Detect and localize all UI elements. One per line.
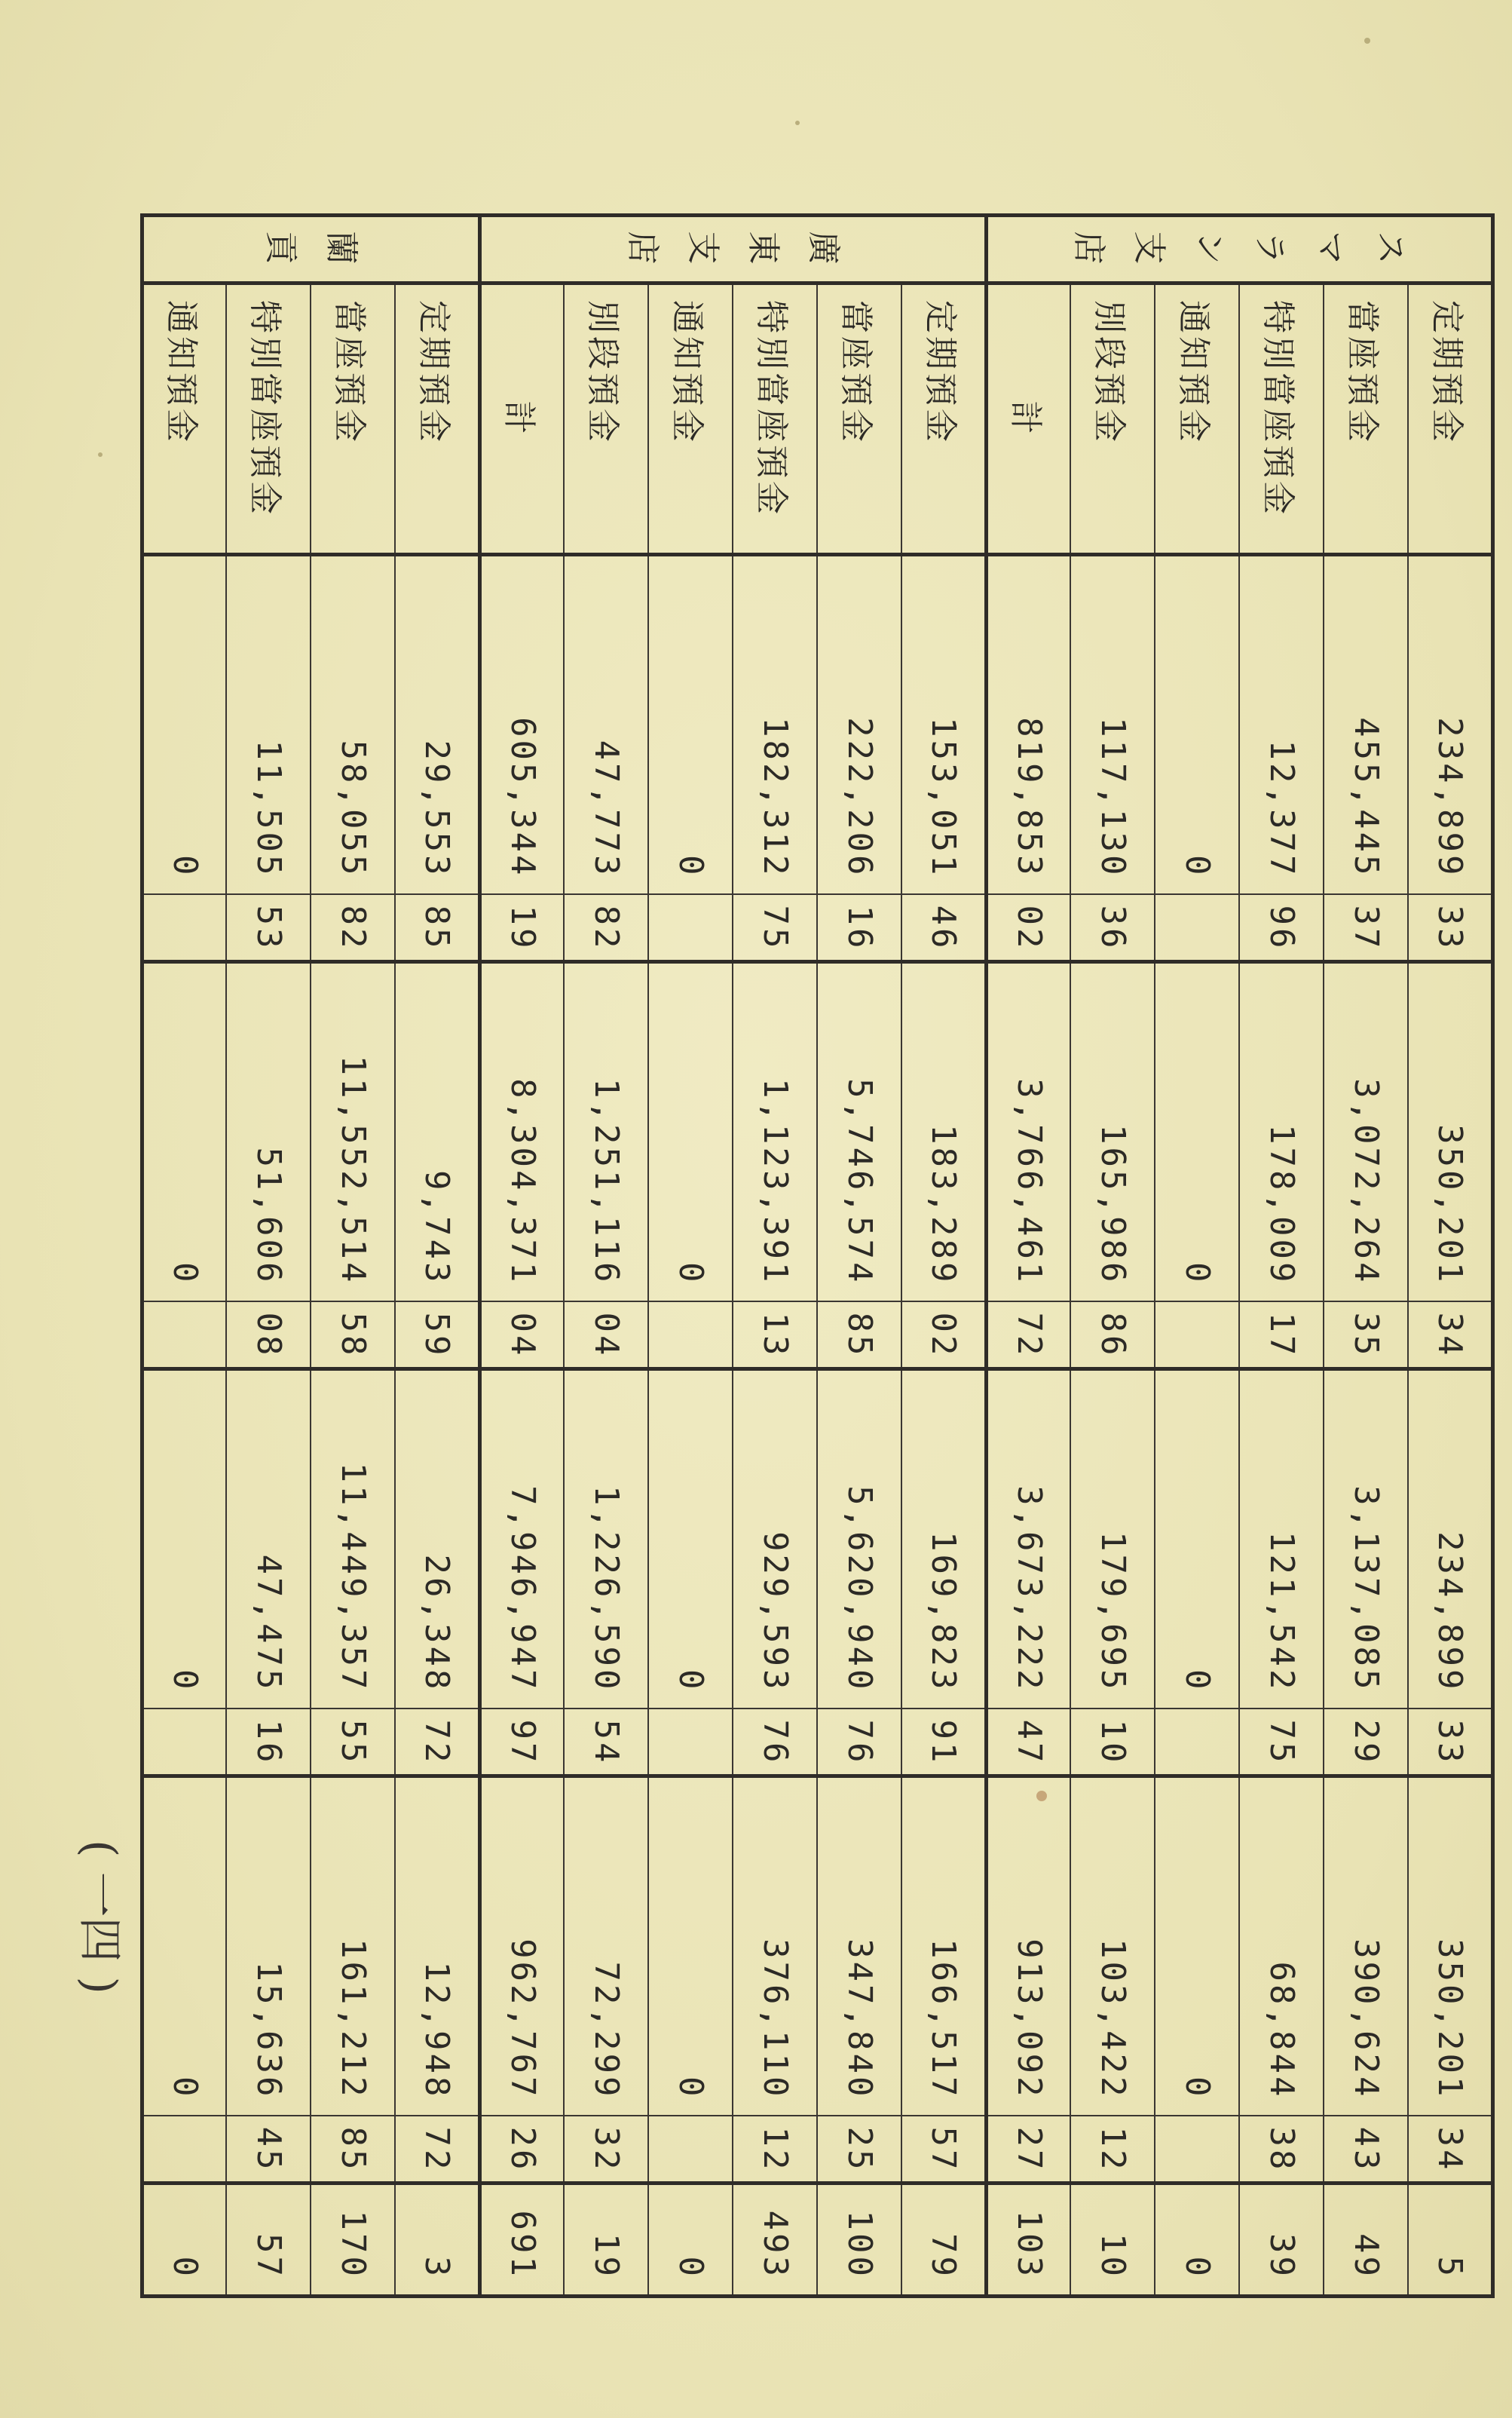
amount-sen: 86 — [1071, 1301, 1155, 1369]
ledger-row — [1071, 216, 1155, 2297]
amount-sen: 47 — [987, 1709, 1071, 1776]
amount-sen: 32 — [565, 2116, 649, 2184]
amount-sen: 08 — [227, 1301, 311, 1369]
amount-yen: 121,542 — [1240, 1369, 1324, 1709]
amount-sen — [142, 2116, 227, 2184]
amount-yen: 117,130 — [1071, 555, 1155, 894]
amount-sen: 16 — [227, 1709, 311, 1776]
amount-sen: 72 — [987, 1301, 1071, 1369]
row-label: 特別當座預金 — [1240, 283, 1324, 555]
amount-sen — [142, 894, 227, 962]
count-value: 0 — [1155, 2184, 1240, 2297]
amount-sen: 13 — [733, 1301, 818, 1369]
amount-sen: 38 — [1240, 2116, 1324, 2184]
count-value: 100 — [818, 2184, 902, 2297]
amount-sen: 33 — [1409, 894, 1493, 962]
amount-yen: 0 — [142, 555, 227, 894]
amount-sen: 85 — [818, 1301, 902, 1369]
amount-sen: 37 — [1324, 894, 1409, 962]
count-value: 0 — [649, 2184, 733, 2297]
ledger-row — [1155, 216, 1240, 2297]
amount-sen: 45 — [227, 2116, 311, 2184]
amount-yen: 9,743 — [396, 962, 480, 1301]
amount-sen: 12 — [733, 2116, 818, 2184]
count-value: 19 — [565, 2184, 649, 2297]
amount-yen: 350,201 — [1409, 962, 1493, 1301]
ledger-row — [396, 216, 480, 2297]
amount-sen — [1155, 2116, 1240, 2184]
ledger-row — [480, 216, 565, 2297]
amount-sen — [649, 894, 733, 962]
amount-sen: 97 — [480, 1709, 565, 1776]
ledger-row — [1240, 216, 1324, 2297]
amount-yen: 1,226,590 — [565, 1369, 649, 1709]
amount-yen: 15,636 — [227, 1776, 311, 2116]
amount-sen: 43 — [1324, 2116, 1409, 2184]
amount-yen: 0 — [649, 962, 733, 1301]
count-value: 170 — [311, 2184, 396, 2297]
amount-yen: 913,092 — [987, 1776, 1071, 2116]
amount-yen: 11,449,357 — [311, 1369, 396, 1709]
amount-sen: 82 — [565, 894, 649, 962]
amount-sen: 34 — [1409, 1301, 1493, 1369]
row-label: 當座預金 — [1324, 283, 1409, 555]
amount-yen: 68,844 — [1240, 1776, 1324, 2116]
amount-yen: 0 — [1155, 555, 1240, 894]
amount-sen: 02 — [902, 1301, 987, 1369]
amount-sen: 46 — [902, 894, 987, 962]
amount-yen: 0 — [649, 555, 733, 894]
amount-sen: 58 — [311, 1301, 396, 1369]
amount-sen: 76 — [818, 1709, 902, 1776]
amount-sen: 72 — [396, 1709, 480, 1776]
amount-yen: 0 — [649, 1369, 733, 1709]
amount-yen: 0 — [142, 1776, 227, 2116]
amount-yen: 29,553 — [396, 555, 480, 894]
amount-yen: 0 — [142, 962, 227, 1301]
row-label: 當座預金 — [818, 283, 902, 555]
amount-yen: 12,377 — [1240, 555, 1324, 894]
amount-yen: 234,899 — [1409, 555, 1493, 894]
row-label: 特別當座預金 — [733, 283, 818, 555]
amount-yen: 26,348 — [396, 1369, 480, 1709]
count-value: 10 — [1071, 2184, 1155, 2297]
count-value: 691 — [480, 2184, 565, 2297]
amount-sen: 96 — [1240, 894, 1324, 962]
count-value: 57 — [227, 2184, 311, 2297]
row-label: 當座預金 — [311, 283, 396, 555]
amount-yen: 178,009 — [1240, 962, 1324, 1301]
amount-yen: 1,123,391 — [733, 962, 818, 1301]
amount-yen: 962,767 — [480, 1776, 565, 2116]
amount-sen: 12 — [1071, 2116, 1155, 2184]
row-label: 計 — [987, 283, 1071, 555]
row-label: 定期預金 — [396, 283, 480, 555]
amount-sen: 55 — [311, 1709, 396, 1776]
amount-sen: 34 — [1409, 2116, 1493, 2184]
amount-yen: 376,110 — [733, 1776, 818, 2116]
amount-yen: 179,695 — [1071, 1369, 1155, 1709]
amount-yen: 350,201 — [1409, 1776, 1493, 2116]
row-label: 別段預金 — [565, 283, 649, 555]
amount-yen: 5,746,574 — [818, 962, 902, 1301]
paper-spot — [98, 452, 103, 457]
amount-sen: 85 — [396, 894, 480, 962]
amount-sen: 10 — [1071, 1709, 1155, 1776]
amount-sen: 36 — [1071, 894, 1155, 962]
amount-sen: 59 — [396, 1301, 480, 1369]
ledger-row — [733, 216, 818, 2297]
count-value: 0 — [142, 2184, 227, 2297]
count-value: 3 — [396, 2184, 480, 2297]
amount-yen: 0 — [1155, 1776, 1240, 2116]
ledger-row — [1409, 216, 1493, 2297]
amount-sen: 19 — [480, 894, 565, 962]
ledger-row — [227, 216, 311, 2297]
count-value: 5 — [1409, 2184, 1493, 2297]
amount-yen: 47,773 — [565, 555, 649, 894]
count-value: 49 — [1324, 2184, 1409, 2297]
count-value: 103 — [987, 2184, 1071, 2297]
amount-yen: 166,517 — [902, 1776, 987, 2116]
amount-yen: 0 — [1155, 1369, 1240, 1709]
amount-sen: 72 — [396, 2116, 480, 2184]
amount-yen: 605,344 — [480, 555, 565, 894]
amount-yen: 7,946,947 — [480, 1369, 565, 1709]
amount-sen: 54 — [565, 1709, 649, 1776]
page-number: ( 一四 ) — [73, 1840, 126, 1994]
branch-name: 蘭貢 — [142, 216, 480, 283]
amount-yen: 0 — [142, 1369, 227, 1709]
amount-sen: 82 — [311, 894, 396, 962]
amount-sen: 75 — [733, 894, 818, 962]
amount-sen: 04 — [565, 1301, 649, 1369]
amount-yen: 161,212 — [311, 1776, 396, 2116]
amount-sen — [649, 1301, 733, 1369]
amount-yen: 11,505 — [227, 555, 311, 894]
amount-sen: 76 — [733, 1709, 818, 1776]
amount-yen: 5,620,940 — [818, 1369, 902, 1709]
row-label: 特別當座預金 — [227, 283, 311, 555]
branch-name: 廣東支店 — [480, 216, 987, 283]
row-label: 定期預金 — [1409, 283, 1493, 555]
amount-sen: 27 — [987, 2116, 1071, 2184]
amount-yen: 3,137,085 — [1324, 1369, 1409, 1709]
amount-sen: 02 — [987, 894, 1071, 962]
amount-yen: 153,051 — [902, 555, 987, 894]
amount-yen: 819,853 — [987, 555, 1071, 894]
ledger-row — [818, 216, 902, 2297]
count-value: 493 — [733, 2184, 818, 2297]
amount-sen: 04 — [480, 1301, 565, 1369]
row-label: 定期預金 — [902, 283, 987, 555]
amount-yen: 390,624 — [1324, 1776, 1409, 2116]
ledger-row — [987, 216, 1071, 2297]
amount-yen: 11,552,514 — [311, 962, 396, 1301]
amount-yen: 58,055 — [311, 555, 396, 894]
row-label: 別段預金 — [1071, 283, 1155, 555]
amount-sen: 35 — [1324, 1301, 1409, 1369]
amount-sen: 25 — [818, 2116, 902, 2184]
row-label: 通知預金 — [1155, 283, 1240, 555]
branch-name: スマラン支店 — [987, 216, 1493, 283]
count-value: 39 — [1240, 2184, 1324, 2297]
amount-yen: 47,475 — [227, 1369, 311, 1709]
amount-sen: 91 — [902, 1709, 987, 1776]
amount-sen: 33 — [1409, 1709, 1493, 1776]
amount-yen: 183,289 — [902, 962, 987, 1301]
amount-sen — [142, 1301, 227, 1369]
amount-yen: 3,072,264 — [1324, 962, 1409, 1301]
ledger-row — [565, 216, 649, 2297]
ledger-row — [1324, 216, 1409, 2297]
count-value: 79 — [902, 2184, 987, 2297]
amount-sen: 29 — [1324, 1709, 1409, 1776]
amount-yen: 51,606 — [227, 962, 311, 1301]
amount-sen — [1155, 1709, 1240, 1776]
amount-sen: 17 — [1240, 1301, 1324, 1369]
ledger-table-rotated — [143, 213, 1495, 2294]
ledger-row — [311, 216, 396, 2297]
paper-spot — [1364, 38, 1370, 44]
amount-yen: 234,899 — [1409, 1369, 1493, 1709]
amount-sen: 16 — [818, 894, 902, 962]
paper-spot — [795, 121, 800, 125]
amount-yen: 0 — [1155, 962, 1240, 1301]
amount-sen — [1155, 1301, 1240, 1369]
amount-yen: 3,766,461 — [987, 962, 1071, 1301]
ledger-row — [649, 216, 733, 2297]
amount-sen: 53 — [227, 894, 311, 962]
deposit-ledger-table — [140, 213, 1495, 2298]
amount-yen: 3,673,222 — [987, 1369, 1071, 1709]
amount-sen: 26 — [480, 2116, 565, 2184]
row-label: 通知預金 — [142, 283, 227, 555]
amount-sen: 57 — [902, 2116, 987, 2184]
amount-sen: 75 — [1240, 1709, 1324, 1776]
amount-yen: 222,206 — [818, 555, 902, 894]
amount-yen: 103,422 — [1071, 1776, 1155, 2116]
amount-sen: 85 — [311, 2116, 396, 2184]
amount-sen — [649, 1709, 733, 1776]
amount-sen — [142, 1709, 227, 1776]
amount-sen — [1155, 894, 1240, 962]
amount-sen — [649, 2116, 733, 2184]
amount-yen: 929,593 — [733, 1369, 818, 1709]
amount-yen: 8,304,371 — [480, 962, 565, 1301]
amount-yen: 12,948 — [396, 1776, 480, 2116]
ledger-row — [142, 216, 227, 2297]
amount-yen: 169,823 — [902, 1369, 987, 1709]
row-label: 計 — [480, 283, 565, 555]
amount-yen: 165,986 — [1071, 962, 1155, 1301]
ledger-row — [902, 216, 987, 2297]
amount-yen: 1,251,116 — [565, 962, 649, 1301]
amount-yen: 455,445 — [1324, 555, 1409, 894]
amount-yen: 0 — [649, 1776, 733, 2116]
amount-yen: 347,840 — [818, 1776, 902, 2116]
row-label: 通知預金 — [649, 283, 733, 555]
amount-yen: 182,312 — [733, 555, 818, 894]
amount-yen: 72,299 — [565, 1776, 649, 2116]
